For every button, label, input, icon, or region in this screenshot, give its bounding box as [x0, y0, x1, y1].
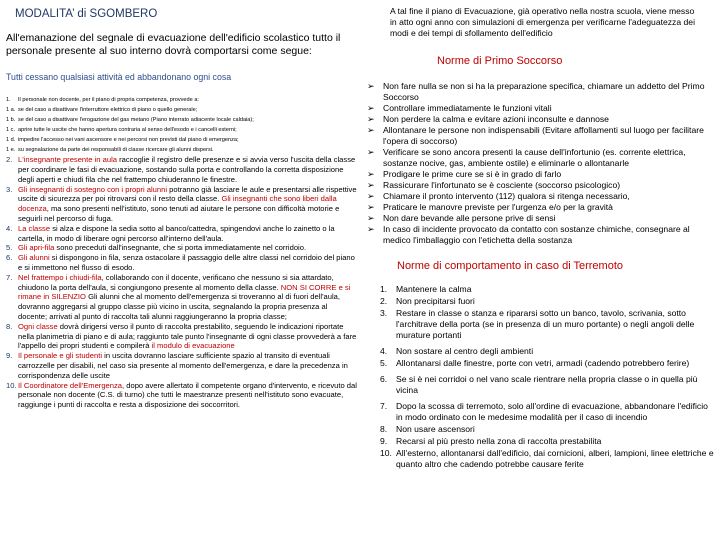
list-item: ➢ Controllare immediatamente le funzioni vitali: [364, 103, 714, 114]
list-item: ➢ Non perdere la calma e evitare azioni inconsulte e dannose: [364, 114, 714, 125]
list-item: 1 c. aprire tutte le uscite che hanno apertura contraria al senso dell'esodo e i cancelli esterni;: [6, 127, 237, 134]
arrow-bullet-icon: ➢: [367, 190, 375, 201]
list-item: 6. Se si è nei corridoi o nel vano scale rientrare nella propria classe o in quella più vicina: [380, 373, 698, 395]
list-item: 4. Non sostare al centro degli ambienti: [380, 345, 534, 356]
arrow-bullet-icon: ➢: [367, 113, 375, 124]
list-item: ➢ Rassicurare l'infortunato se è cosciente (soccorso psicologico): [364, 180, 714, 191]
right-column: [364, 6, 714, 471]
arrow-bullet-icon: ➢: [367, 124, 375, 135]
evacuation-subtitle: Tutti cessano qualsiasi attività ed abbandonano ogni cosa: [6, 72, 232, 83]
list-item: ➢ Non dare bevande alle persone prive di sensi: [364, 213, 714, 224]
list-item: 5. Gli apri-fila sono preceduti dall'insegnante, che si porta immediatamente nel corridoio.: [6, 243, 307, 253]
list-item: 9. Il personale e gli studenti in uscita dovranno lasciare sufficiente spazio al transito di eventuali carrozzelle per disabili, nel caso sia presente al momento dell'emergenza, e dare la precedenza in corrispondenza delle uscite: [6, 351, 348, 380]
list-item: 6. Gli alunni si dispongono in fila, senza ostacolare il passaggio delle altre classi nel corridoio del piano e si immettono nel flusso di esodo.: [6, 253, 355, 273]
arrow-bullet-icon: ➢: [367, 168, 375, 179]
list-item: 8. Ogni classe dovrà dirigersi verso il punto di raccolta prestabilito, seguendo le indicazioni riportate nella planimetria di piano e di aula; raggiunto tale punto l'insegnante di ogni classe provvederà a fare l'appello dei propri studenti e compilerà il modulo di evacuazione: [6, 321, 357, 351]
evacuation-intro: All'emanazione del segnale di evacuazione dell'edificio scolastico tutto il personale presente al suo interno dovrà comportarsi come segue:: [6, 32, 341, 58]
list-item: ➢ Verificare se sono ancora presenti la cause dell'infortunio (es. corrente elettrica, sostanze nocive, gas, ambiente ostile) e eliminarle o allontanarle: [364, 147, 714, 169]
arrow-bullet-icon: ➢: [367, 80, 375, 91]
evacuation-plan-intro: A tal fine il piano di Evacuazione, già operativo nella nostra scuola, viene messo in atto ogni anno con simulazioni di emergenza per verificarne l'adeguatezza dei modi e dei tempi di sfollamento dell'edificio: [390, 6, 695, 39]
list-item: ➢ Chiamare il pronto intervento (112) qualora si ritenga necessario,: [364, 191, 714, 202]
list-item: ➢ Non fare nulla se non si ha la preparazione specifica, chiamare un addetto del Primo Soccorso: [364, 81, 714, 103]
list-item: 3. Restare in classe o stanza e ripararsi sotto un banco, tavolo, scrivania, sotto l'architrave della porta (se in presenza di un muro portante) o negli angoli delle murature portanti: [380, 307, 695, 340]
first-aid-list: [364, 81, 714, 246]
list-item: 10. All'esterno, allontanarsi dall'edificio, dai cornicioni, alberi, lampioni, linee elettriche e quanto altro che cadendo potrebbe causare ferite: [380, 447, 714, 469]
list-item: 8. Non usare ascensori: [380, 423, 475, 434]
list-item: 5. Allontanarsi dalle finestre, porte con vetri, armadi (cadendo potrebbero ferire): [380, 357, 690, 368]
list-item: ➢ Praticare le manovre previste per l'urgenza e/o per la gravità: [364, 202, 714, 213]
evacuation-title: MODALITA’ di SGOMBERO: [15, 8, 158, 20]
list-item: ➢ In caso di incidente provocato da contatto con sostanze chimiche, consegnare al medico l'imballaggio con l'etichetta della sostanza: [364, 224, 714, 246]
evacuation-steps-list: [6, 155, 358, 410]
first-aid-title: Norme di Primo Soccorso: [437, 54, 563, 67]
list-item: 1 e. su segnalazione da parte dei responsabili di classe ricercare gli alunni dispersi.: [6, 147, 214, 154]
list-item: 10. Il Coordinatore dell'Emergenza, dopo avere allertato il competente organo d'intervento, e ricevuto dal personale non docente (C.S. di turno) che tutti le maestranze presenti nell'istituto sono evacuate, raggiunge i punti di raccolta e resta a disposizione dei soccorritori.: [6, 380, 357, 410]
list-item: 1. Mantenere la calma: [380, 283, 472, 294]
staff-steps-list: [6, 95, 358, 155]
arrow-bullet-icon: ➢: [367, 146, 375, 157]
arrow-bullet-icon: ➢: [367, 179, 375, 190]
list-item: 1 a. se del caso a disattivare l'interruttore elettrico di piano o quello generale;: [6, 107, 198, 114]
list-item: 4. La classe si alza e dispone la sedia sotto al banco/cattedra, spingendovi anche lo zainetto o la cartella, in modo di liberare ogni percorso all'interno dell'aula.: [6, 223, 335, 243]
left-column: [6, 8, 358, 410]
arrow-bullet-icon: ➢: [367, 212, 375, 223]
earthquake-list: [364, 284, 714, 470]
list-item: 2. Non precipitarsi fuori: [380, 295, 475, 306]
list-item: 1. Il personale non docente, per il piano di propria competenza, provvede a:: [6, 97, 199, 104]
arrow-bullet-icon: ➢: [367, 201, 375, 212]
list-item: ➢ Prodigare le prime cure se si è in grado di farlo: [364, 169, 714, 180]
list-item: 1 b. se del caso a disattivare l'erogazione del gas metano (Piano interrato adiacente locale caldaia);: [6, 117, 254, 124]
list-item: 2. L'insegnante presente in aula raccoglie il registro delle presenze e si avvia verso l'uscita della classe per coordinare le fasi di evacuazione, sostando sulla porta e controllando la corretta disposizione degli aperti e chiudi fila che nel frattempo chiuderanno le finestre.: [6, 155, 356, 184]
list-item: ➢ Allontanare le persone non indispensabili (Evitare affollamenti sul luogo per facilitare l'opera di soccorso): [364, 125, 714, 147]
arrow-bullet-icon: ➢: [367, 102, 375, 113]
list-item: 7. Dopo la scossa di terremoto, solo all'ordine di evacuazione, abbandonare l'edificio in modo ordinato con le medesime modalità per il caso di incendio: [380, 400, 708, 422]
earthquake-title: Norme di comportamento in caso di Terremoto: [397, 259, 624, 272]
list-item: 3. Gli insegnanti di sostegno con i propri alunni potranno già lasciare le aule e presentarsi alle rispettive uscite di sicurezza per poi ritrovarsi con il resto della classe. Gli insegnanti che sono liberi dalla docenza, ma sono presenti nell'istituto, sono tenuti ad aiutare le persone con difficoltà motorie e seguirli nel percorso di fuga.: [6, 184, 357, 224]
list-item: 1 d. impedire l'accesso nei vani ascensore e nei percorsi non previsti dal piano di emergenza;: [6, 137, 239, 144]
list-item: 9. Recarsi al più presto nella zona di raccolta prestabilita: [380, 435, 602, 446]
list-item: 7. Nel frattempo i chiudi-fila, collaborando con il docente, verificano che nessuno si sia attardato, chiudono la porta dell'aula, si congiungono presente al momento della classe. NON SI CORRE e si rimane in SILENZIO Gli alunni che al momento dell'emergenza si troveranno al di fuori dell'aula, dovranno aggregarsi al gruppo classe più vicino in uscita, segnalando la propria presenza al docente; arrivati al punto di raccolta tali alunni raggiungeranno la propria classe;: [6, 272, 351, 321]
arrow-bullet-icon: ➢: [367, 223, 375, 234]
